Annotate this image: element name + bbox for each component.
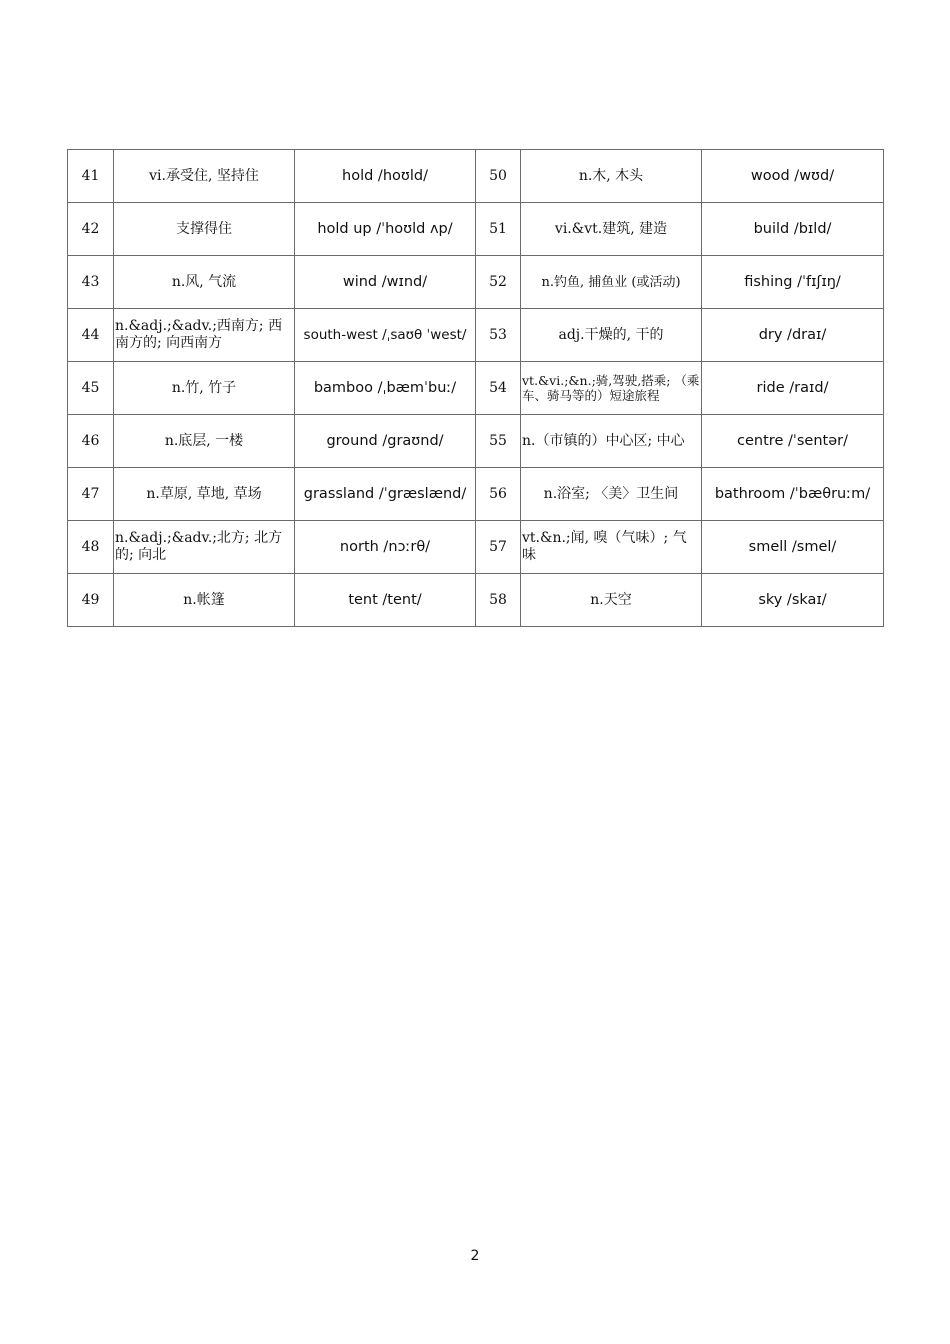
entry-number: 43 <box>68 256 114 309</box>
page-number: 2 <box>470 1248 480 1264</box>
entry-word: ride /raɪd/ <box>702 362 884 415</box>
entry-word: south-west /ˌsaʊθ ˈwest/ <box>295 309 476 362</box>
entry-word: fishing /ˈfɪʃɪŋ/ <box>702 256 884 309</box>
table-row <box>68 150 884 203</box>
entry-meaning: n.钓鱼, 捕鱼业 (或活动) <box>521 256 702 309</box>
entry-number: 53 <box>476 309 521 362</box>
entry-word: dry /draɪ/ <box>702 309 884 362</box>
table-row <box>68 415 884 468</box>
entry-meaning: n.浴室; 〈美〉卫生间 <box>521 468 702 521</box>
entry-meaning: n.底层, 一楼 <box>114 415 295 468</box>
entry-word: north /nɔːrθ/ <box>295 521 476 574</box>
table-row <box>68 362 884 415</box>
table-row <box>68 468 884 521</box>
entry-number: 50 <box>476 150 521 203</box>
entry-word: tent /tent/ <box>295 574 476 627</box>
entry-number: 52 <box>476 256 521 309</box>
entry-number: 54 <box>476 362 521 415</box>
entry-word: build /bɪld/ <box>702 203 884 256</box>
entry-number: 46 <box>68 415 114 468</box>
entry-meaning: n.竹, 竹子 <box>114 362 295 415</box>
entry-meaning: n.风, 气流 <box>114 256 295 309</box>
entry-number: 48 <box>68 521 114 574</box>
entry-word: wind /wɪnd/ <box>295 256 476 309</box>
entry-word: smell /smel/ <box>702 521 884 574</box>
entry-meaning: vt.&n.;闻, 嗅（气味）; 气味 <box>521 521 702 574</box>
entry-meaning: n.&adj.;&adv.;北方; 北方的; 向北 <box>114 521 295 574</box>
entry-meaning: vi.&vt.建筑, 建造 <box>521 203 702 256</box>
entry-word: ground /graʊnd/ <box>295 415 476 468</box>
entry-number: 49 <box>68 574 114 627</box>
table-row <box>68 203 884 256</box>
entry-number: 51 <box>476 203 521 256</box>
entry-word: sky /skaɪ/ <box>702 574 884 627</box>
entry-meaning: n.帐篷 <box>114 574 295 627</box>
entry-number: 44 <box>68 309 114 362</box>
table-row <box>68 256 884 309</box>
entry-meaning: n.木, 木头 <box>521 150 702 203</box>
entry-meaning: adj.干燥的, 干的 <box>521 309 702 362</box>
entry-meaning: n.&adj.;&adv.;西南方; 西南方的; 向西南方 <box>114 309 295 362</box>
entry-meaning: vi.承受住, 坚持住 <box>114 150 295 203</box>
entry-meaning: n.天空 <box>521 574 702 627</box>
entry-number: 45 <box>68 362 114 415</box>
entry-meaning: 支撑得住 <box>114 203 295 256</box>
entry-number: 58 <box>476 574 521 627</box>
entry-number: 56 <box>476 468 521 521</box>
entry-number: 42 <box>68 203 114 256</box>
entry-word: hold up /ˈhoʊld ʌp/ <box>295 203 476 256</box>
table-row <box>68 574 884 627</box>
entry-word: bathroom /ˈbæθruːm/ <box>702 468 884 521</box>
entry-meaning: n.草原, 草地, 草场 <box>114 468 295 521</box>
entry-word: centre /ˈsentər/ <box>702 415 884 468</box>
entry-word: grassland /ˈgræslænd/ <box>295 468 476 521</box>
entry-number: 57 <box>476 521 521 574</box>
entry-number: 55 <box>476 415 521 468</box>
entry-number: 41 <box>68 150 114 203</box>
entry-word: hold /hoʊld/ <box>295 150 476 203</box>
entry-number: 47 <box>68 468 114 521</box>
entry-meaning: vt.&vi.;&n.;骑,驾驶,搭乘; （乘车、骑马等的）短途旅程 <box>521 362 702 415</box>
entry-word: bamboo /ˌbæmˈbuː/ <box>295 362 476 415</box>
table-row <box>68 521 884 574</box>
table-row <box>68 309 884 362</box>
entry-meaning: n.（市镇的）中心区; 中心 <box>521 415 702 468</box>
entry-word: wood /wʊd/ <box>702 150 884 203</box>
vocabulary-table <box>67 149 884 627</box>
